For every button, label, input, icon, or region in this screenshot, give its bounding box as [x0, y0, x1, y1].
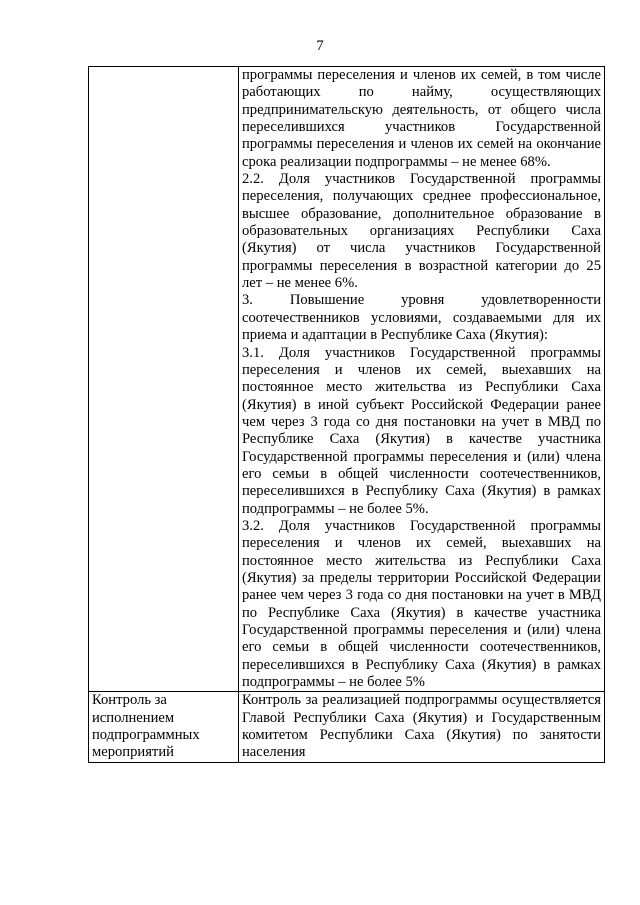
indicator-paragraph: 2.2. Доля участников Государственной программы переселения, получающих среднее профессиональное, высшее образование, дополнительное образование в образовательных организациях Республики Саха (Якутия) от числа участников Государственной программы переселения в возрастной категории до 25 лет – не менее 6%.	[242, 171, 601, 292]
indicator-paragraph: 3.2. Доля участников Государственной программы переселения и членов их семей, выехавших на постоянное место жительства из Республики Саха (Якутия) за пределы территории Российской Федерации ранее чем через 3 года со дня постановки на учет в МВД по Республике Саха (Якутия) в качестве участника Государственной программы переселения и (или) члена его семьи в общей численности соотечественников, переселившихся в Республику Саха (Якутия) в рамках подпрограммы – не более 5%	[242, 517, 601, 691]
indicator-paragraph: 3.1. Доля участников Государственной программы переселения и членов их семей, выехавших на постоянное место жительства из Республики Саха (Якутия) в иной субъект Российской Федерации ранее чем через 3 года со дня постановки на учет в МВД по Республике Саха (Якутия) в качестве участника Государственной программы переселения и (или) члена его семьи в общей численности соотечественников, переселившихся в Республику Саха (Якутия) в рамках подпрограммы – не более 5%.	[242, 344, 601, 517]
control-paragraph: Контроль за реализацией подпрограммы осуществляется Главой Республики Саха (Якутия) и Государственным комитетом Республики Саха (Якутия) по занятости населения	[242, 692, 601, 761]
row-label-cell	[89, 67, 239, 692]
program-table	[88, 66, 605, 763]
row-label-cell	[89, 692, 239, 762]
indicator-paragraph: 3. Повышение уровня удовлетворенности соотечественников условиями, создаваемыми для их приема и адаптации в Республике Саха (Якутия):	[242, 292, 601, 344]
indicator-paragraph: программы переселения и членов их семей, в том числе работающих по найму, осуществляющих предпринимательскую деятельность, от общего числа переселившихся участников Государственной программы переселения и членов их семей на окончание срока реализации подпрограммы – не менее 68%.	[242, 67, 601, 170]
row-content-cell	[239, 67, 605, 692]
page-number: 7	[316, 38, 324, 54]
row-label: Контроль за исполнением подпрограммных мероприятий	[92, 692, 200, 761]
table-row	[89, 692, 605, 762]
row-content-cell	[239, 692, 605, 762]
table-row	[89, 67, 605, 692]
